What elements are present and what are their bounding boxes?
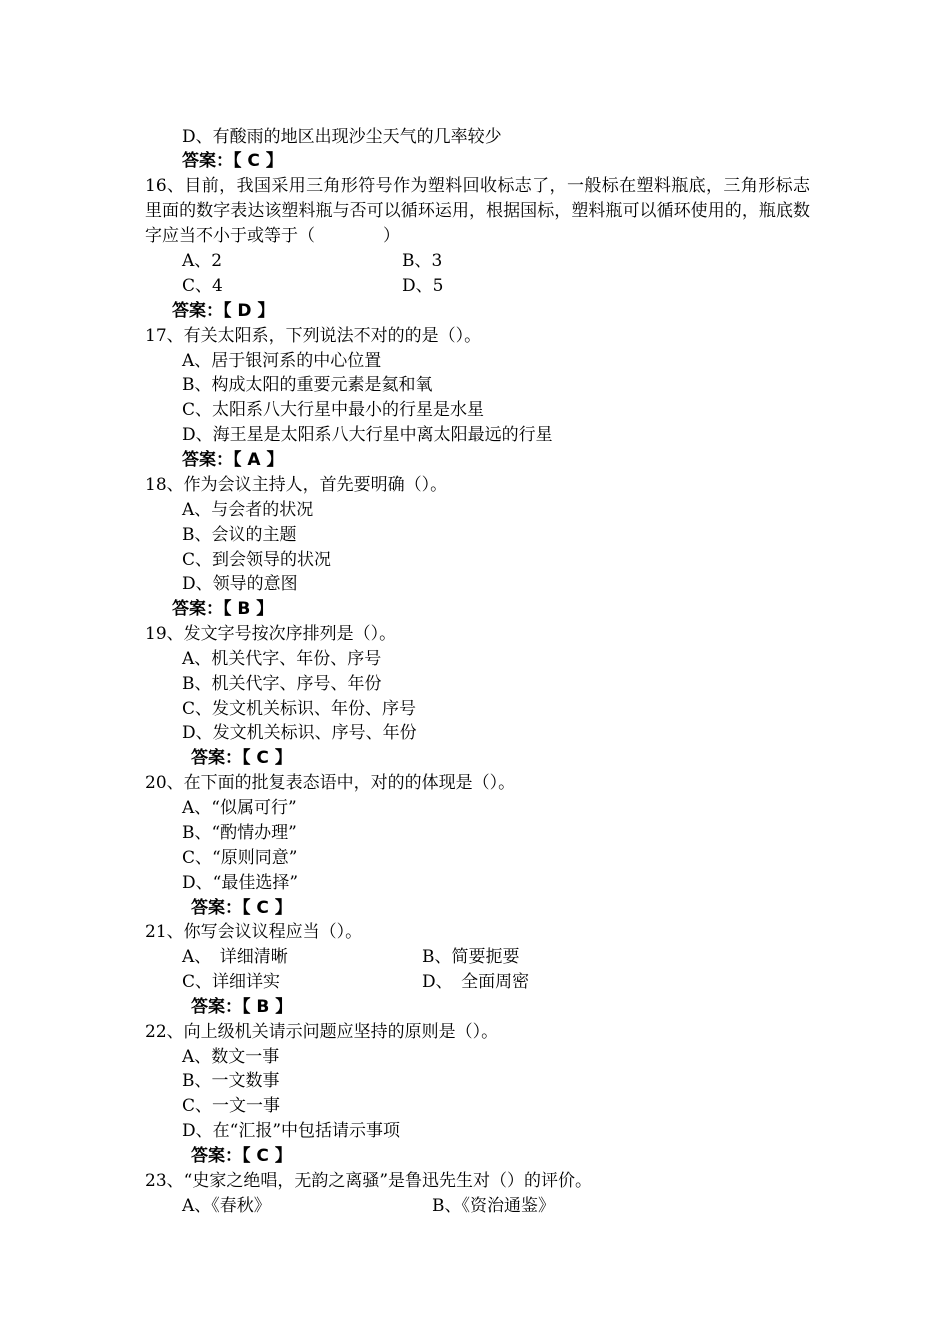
option-21b: B、简要扼要 [422,947,520,967]
answer-22: 答案：【 C 】 [191,1146,292,1166]
option-16d: D、5 [402,276,444,296]
answer-16: 答案：【 D 】 [172,301,275,321]
option-18d: D、领导的意图 [182,574,298,594]
option-22c: C、一文一事 [182,1096,281,1116]
question-21: 21、你写会议议程应当（）。 [145,922,363,942]
question-17: 17、有关太阳系，下列说法不对的的是（）。 [145,326,482,346]
option-16c: C、4 [182,276,223,296]
option-17c: C、太阳系八大行星中最小的行星是水星 [182,400,485,420]
option-19c: C、发文机关标识、年份、序号 [182,699,417,719]
option-21d: D、 全面周密 [422,972,530,992]
question-18: 18、作为会议主持人，首先要明确（）。 [145,475,448,495]
option-21a: A、 详细清晰 [182,947,288,967]
option-20d: D、“最佳选择” [182,873,299,893]
answer-21: 答案：【 B 】 [191,997,293,1017]
option-20a: A、“似属可行” [182,798,297,818]
option-18c: C、到会领导的状况 [182,550,332,570]
question-20: 20、在下面的批复表态语中，对的的体现是（）。 [145,773,516,793]
option-16a: A、2 [182,251,223,271]
question-22: 22、向上级机关请示问题应坚持的原则是（）。 [145,1022,499,1042]
question-23: 23、“史家之绝唱，无韵之离骚”是鲁迅先生对（）的评价。 [145,1171,593,1191]
answer-18: 答案：【 B 】 [172,599,274,619]
option-20b: B、“酌情办理” [182,823,297,843]
option-19b: B、机关代字、序号、年份 [182,674,382,694]
option-17a: A、居于银河系的中心位置 [182,351,382,371]
option-15d: D、有酸雨的地区出现沙尘天气的几率较少 [182,127,502,147]
option-22a: A、数文一事 [182,1047,280,1067]
option-17b: B、构成太阳的重要元素是氦和氧 [182,375,433,395]
option-20c: C、“原则同意” [182,848,298,868]
option-17d: D、海王星是太阳系八大行星中离太阳最远的行星 [182,425,553,445]
answer-20: 答案：【 C 】 [191,898,292,918]
option-19a: A、机关代字、年份、序号 [182,649,382,669]
answer-15: 答案：【 C 】 [182,151,283,171]
option-23a: A、《春秋》 [182,1196,271,1216]
option-23b: B、《资治通鉴》 [432,1196,555,1216]
option-18a: A、与会者的状况 [182,500,314,520]
option-21c: C、详细详实 [182,972,281,992]
option-22b: B、一文数事 [182,1071,280,1091]
answer-19: 答案：【 C 】 [191,748,292,768]
option-22d: D、在“汇报”中包括请示事项 [182,1121,401,1141]
option-16b: B、3 [402,251,443,271]
answer-17: 答案：【 A 】 [182,450,284,470]
question-16: 16、目前，我国采用三角形符号作为塑料回收标志了，一般标在塑料瓶底，三角形标志里面的数字表达该塑料瓶与否可以循环运用，根据国标，塑料瓶可以循环使用的，瓶底数字应当不小于或等于（ ） [145,176,810,246]
option-19d: D、发文机关标识、序号、年份 [182,723,417,743]
option-18b: B、会议的主题 [182,525,297,545]
question-19: 19、发文字号按次序排列是（）。 [145,624,397,644]
